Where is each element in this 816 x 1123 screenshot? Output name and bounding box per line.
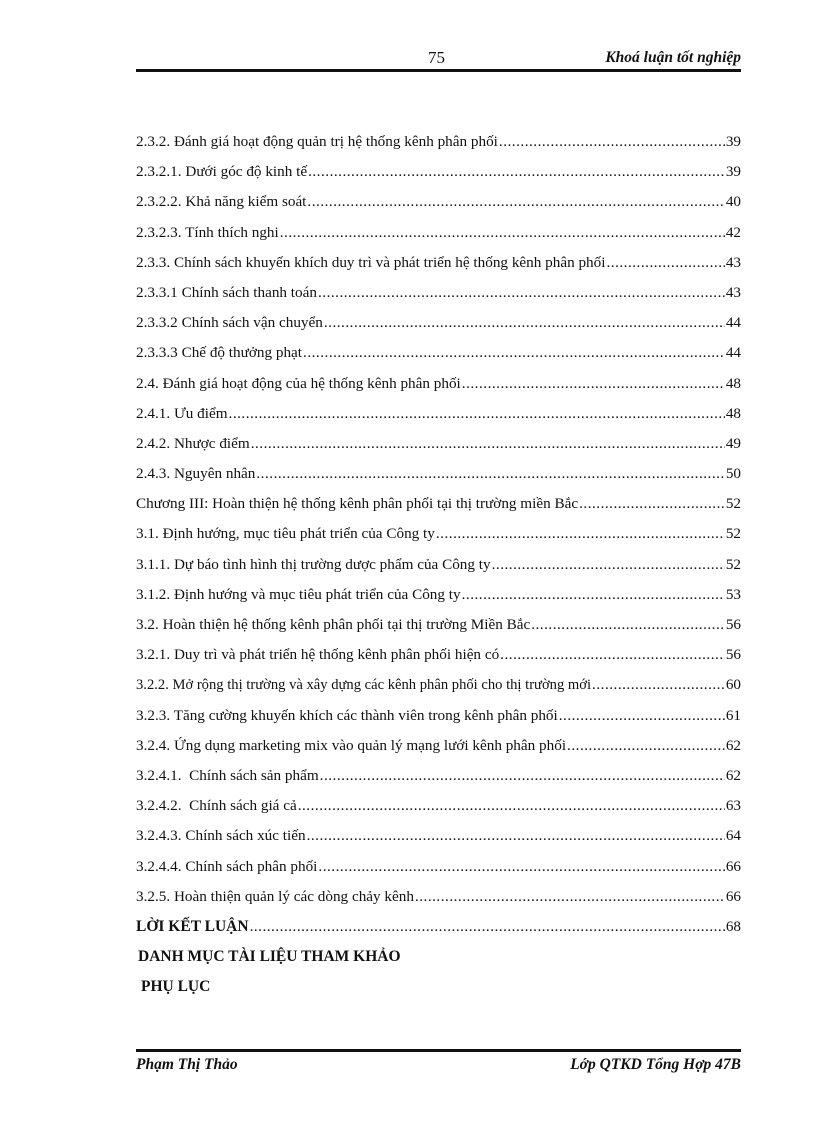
toc-entry-label: 3.1. Định hướng, mục tiêu phát triển của Công ty: [136, 525, 435, 543]
toc-leader-dots: [415, 888, 725, 906]
toc-entry-page: 50: [725, 465, 741, 483]
header-divider: [136, 69, 741, 72]
toc-entry: [136, 133, 741, 163]
toc-leader-dots: [251, 435, 725, 453]
toc-entry-page: 44: [725, 344, 741, 362]
toc-entry: [136, 827, 741, 857]
toc-entry-page: 61: [725, 706, 741, 724]
toc-entry-page: 62: [725, 736, 741, 754]
toc-leader-dots: [307, 827, 725, 845]
toc-entry-page: 56: [725, 616, 741, 633]
toc-entry-label: 3.2.4.3. Chính sách xúc tiến: [136, 827, 306, 845]
toc-leader-dots: [592, 676, 725, 694]
toc-leader-dots: [606, 254, 724, 272]
toc-leader-dots: [531, 616, 725, 634]
toc-entry-label: 3.2.1. Duy trì và phát triển hệ thống kênh phân phối hiện có: [136, 646, 500, 664]
toc-entry: [136, 616, 741, 646]
toc-entry-page: 56: [725, 646, 741, 664]
toc-entry-label: 2.3.3. Chính sách khuyến khích duy trì và phát triển hệ thống kênh phân phối: [136, 253, 606, 271]
toc-entry: [136, 254, 741, 284]
toc-entry: [136, 858, 741, 888]
toc-entry-page: 39: [725, 163, 741, 181]
toc-leader-dots: [559, 707, 725, 725]
footer-author: Phạm Thị Thảo: [136, 1056, 238, 1073]
toc-leader-dots: [298, 797, 725, 815]
toc-entry-label: 3.2.5. Hoàn thiện quản lý các dòng chảy kênh: [136, 887, 414, 905]
toc-leader-dots: [567, 737, 725, 755]
toc-entry-label: 3.2.4.2. Chính sách giá cả: [136, 797, 297, 815]
toc-entry-page: 52: [725, 555, 741, 573]
toc-entry-page: 66: [725, 857, 741, 875]
toc-entry-label: 3.1.2. Định hướng và mục tiêu phát triển của Công ty: [136, 585, 461, 603]
toc-entry-page: 42: [725, 223, 741, 241]
toc-entry: [136, 525, 741, 555]
toc-entry-label: 3.2.4.4. Chính sách phân phối: [136, 857, 318, 875]
toc-entry-page: 53: [725, 585, 741, 603]
toc-entry-page: 43: [725, 283, 741, 301]
toc-entry-page: 64: [725, 827, 741, 845]
toc-entry-label: 3.1.1. Dự báo tình hình thị trường dược phẩm của Công ty: [136, 555, 491, 573]
page-number: 75: [428, 48, 445, 67]
toc-entry: [136, 767, 741, 797]
toc-entry-page: 48: [725, 374, 741, 392]
toc-entry: [136, 556, 741, 586]
toc-entry-label: 2.3.2.2. Khả năng kiểm soát: [136, 193, 307, 211]
toc-entry-page: 66: [725, 887, 741, 905]
toc-entry: [136, 405, 741, 435]
footer-class-name: Lớp QTKD Tổng Hợp 47B: [570, 1056, 741, 1073]
toc-leader-dots: [308, 163, 725, 181]
toc-leader-dots: [462, 375, 725, 393]
toc-leader-dots: [436, 525, 725, 543]
toc-appendix-heading: PHỤ LỤC: [141, 978, 211, 996]
toc-leader-dots: [579, 495, 725, 513]
toc-entry: [136, 888, 741, 918]
toc-entry-conclusion: [136, 918, 741, 948]
toc-leader-dots: [280, 224, 725, 242]
toc-leader-dots: [320, 767, 725, 785]
toc-entry-label: 2.3.2.3. Tính thích nghi: [136, 223, 279, 241]
page-header: [136, 48, 741, 70]
toc-leader-dots: [500, 646, 725, 664]
toc-entry-page: 63: [725, 797, 741, 815]
toc-entry-label: 2.3.2.1. Dưới góc độ kinh tế: [136, 163, 308, 181]
toc-leader-dots: [229, 405, 725, 423]
toc-entry: [136, 465, 741, 495]
toc-entry-label: 2.3.3.1 Chính sách thanh toán: [136, 283, 317, 301]
toc-leader-dots: [324, 314, 725, 332]
toc-leader-dots: [462, 586, 725, 604]
toc-entry-page: 49: [725, 434, 741, 452]
toc-leader-dots: [492, 556, 725, 574]
toc-entry: [136, 314, 741, 344]
toc-entry-label: 3.2.2. Mở rộng thị trường và xây dựng các kênh phân phối cho thị trường mới: [136, 677, 592, 694]
toc-entry-label: 2.3.3.2 Chính sách vận chuyển: [136, 314, 323, 332]
toc-entry-label: 2.3.3.3 Chế độ thưởng phạt: [136, 344, 303, 362]
toc-entry: [136, 193, 741, 223]
toc-leader-dots: [250, 918, 725, 936]
footer-divider: [136, 1049, 741, 1052]
toc-entry-page: 68: [725, 917, 741, 935]
toc-entry-page: 39: [725, 133, 741, 150]
toc-leader-dots: [318, 858, 724, 876]
toc-entry-label: Chương III: Hoàn thiện hệ thống kênh phân phối tại thị trường miền Bắc: [136, 495, 579, 513]
toc-entry-label: 2.3.2. Đánh giá hoạt động quản trị hệ thống kênh phân phối: [136, 133, 498, 150]
toc-entry: [136, 495, 741, 525]
toc-entry: [136, 797, 741, 827]
toc-entry: [136, 737, 741, 767]
toc-entry: [136, 284, 741, 314]
toc-entry-page: 52: [725, 525, 741, 543]
toc-entry-label: 2.4.2. Nhược điểm: [136, 434, 250, 452]
header-title: Khoá luận tốt nghiệp: [605, 49, 741, 66]
toc-entry-page: 60: [725, 676, 741, 694]
toc-references-heading: DANH MỤC TÀI LIỆU THAM KHẢO: [138, 948, 401, 966]
toc-entry: [136, 676, 741, 706]
toc-entry-label: LỜI KẾT LUẬN: [136, 917, 249, 935]
toc-entry-label: 3.2.4. Ứng dụng marketing mix vào quản lý mạng lưới kênh phân phối: [136, 736, 567, 754]
toc-leader-dots: [318, 284, 725, 302]
toc-entry-label: 2.4.3. Nguyên nhân: [136, 465, 256, 483]
toc-entry: [136, 435, 741, 465]
toc-entry: [136, 707, 741, 737]
toc-leader-dots: [499, 133, 725, 151]
toc-entry-page: 52: [725, 495, 741, 513]
toc-entry-page: 40: [725, 193, 741, 211]
toc-entry: [136, 586, 741, 616]
toc-entry: [136, 163, 741, 193]
toc-entry: [136, 646, 741, 676]
toc-entry-label: 2.4.1. Ưu điểm: [136, 404, 228, 422]
toc-leader-dots: [303, 344, 725, 362]
toc-entry: [136, 344, 741, 374]
toc-entry-page: 62: [725, 766, 741, 784]
toc-entry-label: 2.4. Đánh giá hoạt động của hệ thống kênh phân phối: [136, 374, 461, 392]
toc-entry-label: 3.2.3. Tăng cường khuyến khích các thành viên trong kênh phân phối: [136, 706, 558, 724]
toc-entry: [136, 224, 741, 254]
toc-leader-dots: [307, 193, 724, 211]
toc-entry-label: 3.2. Hoàn thiện hệ thống kênh phân phối tại thị trường Miền Bắc: [136, 616, 531, 633]
toc-leader-dots: [256, 465, 724, 483]
toc-entry-label: 3.2.4.1. Chính sách sản phẩm: [136, 766, 319, 784]
table-of-contents: [136, 133, 741, 1008]
toc-entry-page: 43: [725, 253, 741, 271]
toc-entry-page: 44: [725, 314, 741, 332]
page-footer: [136, 1056, 741, 1078]
toc-entry: [136, 375, 741, 405]
toc-entry-page: 48: [725, 404, 741, 422]
